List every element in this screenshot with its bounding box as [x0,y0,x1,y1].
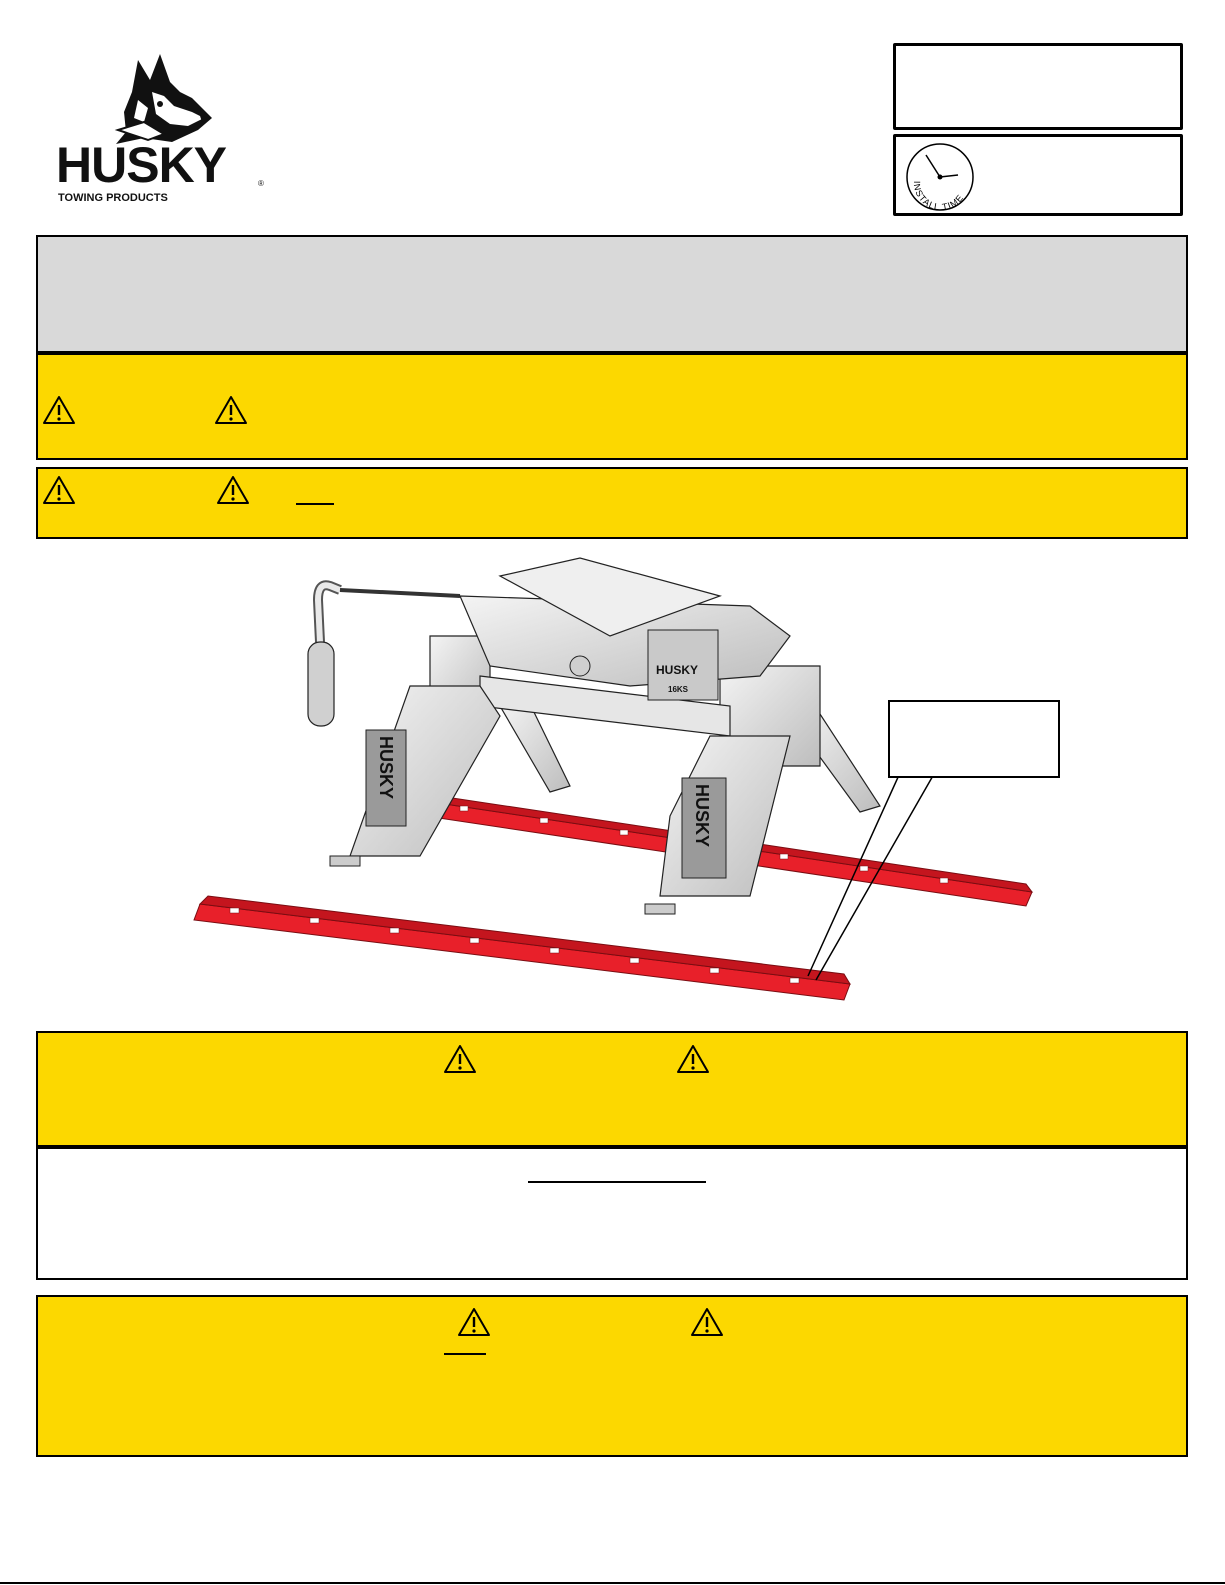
front-rail [194,896,850,1000]
warning-band-4 [36,1295,1188,1457]
svg-text:HUSKY: HUSKY [656,663,699,677]
warning-triangle-icon [216,475,250,505]
husky-dog-logo-icon [52,52,272,204]
warning-triangle-icon [443,1044,477,1074]
part-number-box [893,43,1183,130]
svg-text:INSTALL TIME: INSTALL TIME [911,180,966,213]
footer-rule [0,1582,1225,1584]
warning-band-1 [36,353,1188,460]
note-band [36,1147,1188,1280]
warning-triangle-icon [214,395,248,425]
svg-text:HUSKY: HUSKY [56,137,227,193]
warning-band-3 [36,1031,1188,1147]
leg-decal [682,778,726,878]
svg-text:HUSKY: HUSKY [376,736,396,800]
text-underline [444,1353,486,1355]
warning-triangle-icon [676,1044,710,1074]
leg-decal [366,730,406,826]
brand-plate [648,630,718,700]
svg-text:TOWING PRODUCTS: TOWING PRODUCTS [58,192,168,204]
fifth-wheel-hitch-illustration [190,556,1050,1026]
svg-text:HUSKY: HUSKY [692,784,712,848]
text-underline [296,503,334,505]
callout-label-box [888,700,1060,778]
text-underline [528,1181,706,1183]
clock-icon [904,141,976,213]
warning-band-2 [36,467,1188,539]
install-time-box [893,134,1183,216]
warning-triangle-icon [42,475,76,505]
product-title-band [36,235,1188,353]
husky-logo [52,52,272,204]
svg-text:®: ® [258,179,264,188]
warning-triangle-icon [457,1307,491,1337]
warning-triangle-icon [42,395,76,425]
warning-triangle-icon [690,1307,724,1337]
svg-text:16KS: 16KS [668,685,689,694]
